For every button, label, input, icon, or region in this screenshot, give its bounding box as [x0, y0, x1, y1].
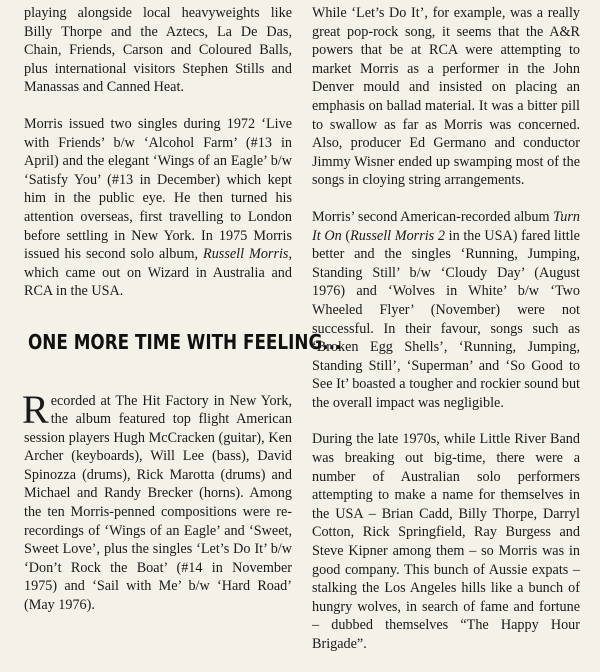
right-paragraph-3: During the late 1970s, while Little River Band was breaking out big-time, there were a number of Australian solo performers attempting to make a name for themselves in the USA – Brian Cadd, Billy Thorpe, Darryl Cotton, Rick Springfield, Ray Burgess and Steve Kipner among them – so Morris was in good company. This bunch of Aussie expats – stalking the Los Angeles hills like a bunch of hungry wolves, in search of fame and fortune – dubbed themselves “The Happy Hour Brigade”. — [312, 431, 580, 652]
left-paragraph-2-text-b: , which came out on Wizard in Australia and RCA in the USA. — [24, 246, 292, 300]
drop-cap: R — [22, 386, 49, 432]
section-heading: ONE MORE TIME WITH FEELING... — [28, 329, 342, 354]
right-paragraph-2-text-b: ( — [341, 227, 351, 244]
album-title-russell-morris: Russell Morris — [203, 246, 289, 263]
right-column — [312, 4, 580, 672]
right-paragraph-2 — [312, 208, 580, 413]
left-paragraph-2 — [24, 115, 292, 301]
left-column — [22, 4, 342, 633]
right-paragraph-2-text-a: Morris’ second American-recorded album — [312, 208, 554, 225]
left-paragraph-2-text-a: Morris issued two singles during 1972 ‘Live with Friends’ b/w ‘Alcohol Farm’ (#13 in April) and the elegant ‘Wings of an Eagle’ b/w ‘Satisfy You’ (#13 in December) which kept him in the public eye. He then turned his attention overseas, first travelling to London before settling in New York. In 1975 Morris issued his second solo album, — [24, 115, 292, 263]
right-paragraph-2-text-c: in the USA) fared little better and the singles ‘Running, Jumping, Standing Still’ b/w ‘Cloudy Day’ (August 1976) and ‘Wolves in White’ b/w ‘Two Wheeled Flyer’ (November) were not successful. In their favour, songs such as ‘Broken Egg Shells’, ‘Running, Jumping, Standing Still’, ‘Superman’ and ‘So Good to See It’ boasted a tougher and rockier sound but the overall impact was negligible. — [312, 227, 580, 411]
left-paragraph-3 — [22, 386, 292, 615]
right-paragraph-1: While ‘Let’s Do It’, for example, was a really great pop-rock song, it seems that the A&R powers that be at RCA were attempting to market Morris as a performer in the John Denver mould and insisted on placing an emphasis on ballad material. It was a bitter pill to swallow as far as Morris was concerned. Also, producer Ed Germano and conductor Jimmy Wisner ended up swamping most of the songs in cloying string arrangements. — [312, 5, 580, 189]
album-title-turn-it-on: Turn It On — [312, 208, 580, 244]
album-title-russell-morris-2: Russell Morris 2 — [350, 227, 445, 244]
left-paragraph-3-text: ecorded at The Hit Factory in New York, the album featured top flight American session players Hugh McCracken (guitar), Ken Archer (keyboards), Will Lee (bass), David Spinozza (drums), Rick Marotta (drums) and Michael and Randy Brecker (horns). Among the ten Morris-penned compositions were re-recordings of ‘Wings of an Eagle’ and ‘Sweet, Sweet Love’, plus the singles ‘Let’s Do It’ b/w ‘Don’t Rock the Boat’ (#14 in November 1975) and ‘Sail with Me’ b/w ‘Hard Road’ (May 1976). — [24, 392, 292, 614]
left-paragraph-1: playing alongside local heavyweights like Billy Thorpe and the Aztecs, La De Das, Chain, Friends, Carson and Coloured Balls, plus international visitors Stephen Stills and Manassas and Canned Heat. — [24, 5, 292, 96]
